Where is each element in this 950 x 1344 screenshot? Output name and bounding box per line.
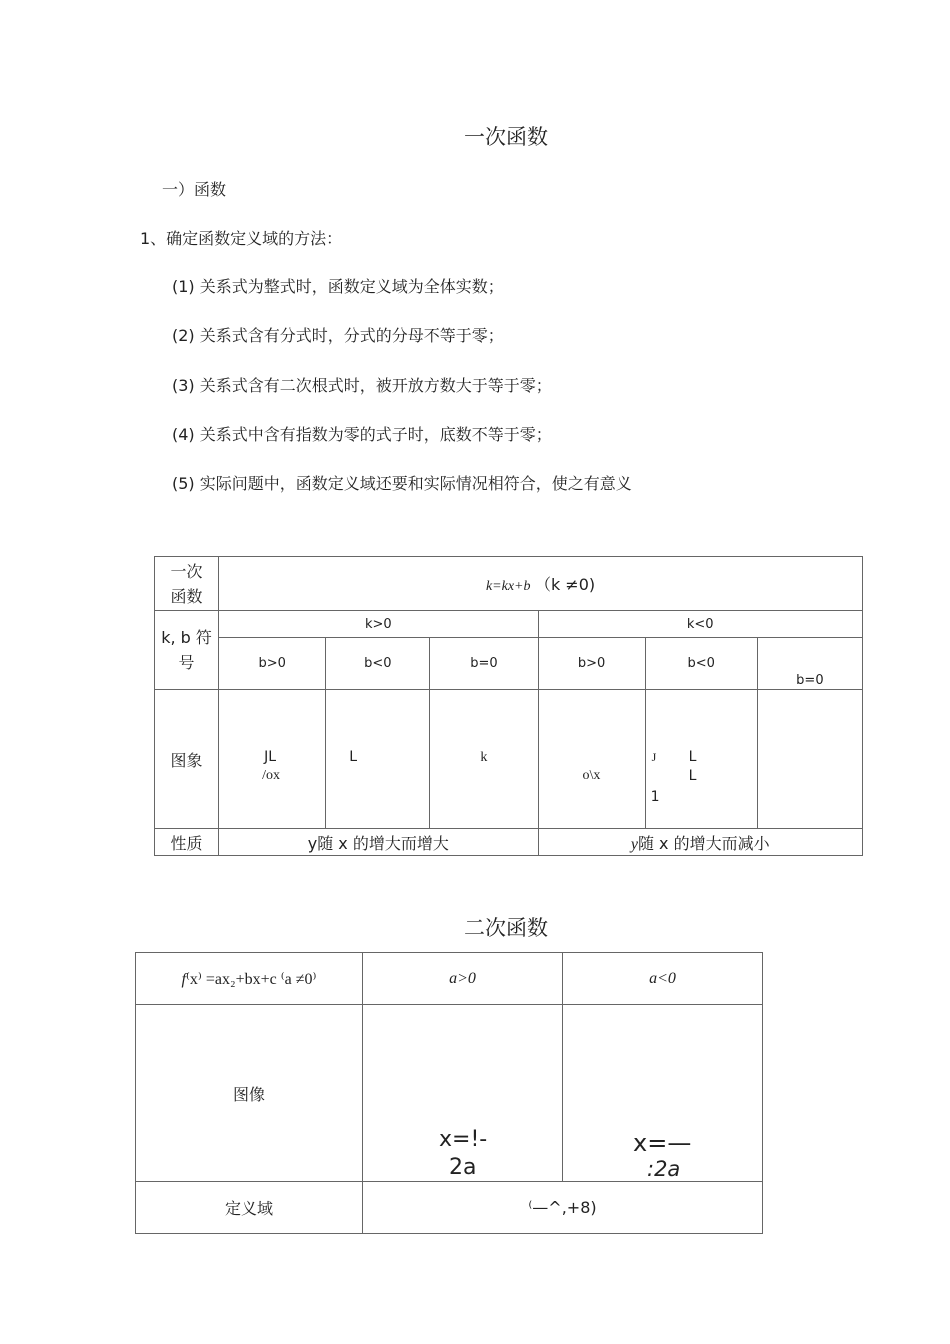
graph-label: J [651,750,657,764]
b-sign-cell: b>0 [538,638,645,690]
axis-of-symmetry-denominator: 2a [449,1155,477,1180]
linear-function-table [154,556,863,856]
b-sign-cell: b>0 [219,638,326,690]
graph-label: 1 [650,789,660,805]
row-head-graph: 图像 [136,1005,363,1182]
property-y-symbol: y [307,833,318,853]
axis-of-symmetry-denominator: :2a [647,1157,681,1181]
row-head-domain: 定义域 [136,1182,363,1234]
graph-cell-a-positive [363,1005,563,1182]
property-text: 随 x 的增大而减小 [637,833,770,853]
b-sign-cell: b<0 [645,638,757,690]
rule-item-3: (3) 关系式含有二次根式时，被开放方数大于等于零； [172,376,552,395]
graph-cell [326,690,430,829]
linear-formula-condition: （k ≠0) [534,575,596,594]
section-title-quadratic: 二次函数 [464,916,548,940]
quadratic-function-table [135,952,763,1234]
domain-value: ⁽—^,+8) [363,1182,763,1234]
row-head-linear: 一次 函数 [155,557,219,611]
graph-label: L [349,749,358,765]
rule-heading: 1、确定函数定义域的方法： [140,229,343,248]
axis-of-symmetry-label: x=— [633,1129,692,1157]
linear-formula: k=kx+b [485,579,531,594]
rule-item-4: (4) 关系式中含有指数为零的式子时，底数不等于零； [172,425,552,444]
graph-cell [538,690,645,829]
axis-of-symmetry-label: x=!- [439,1127,488,1152]
graph-label: L [688,768,697,784]
b-sign-cell: b<0 [326,638,430,690]
page-title: 一次函数 [464,125,548,149]
graph-label: k [480,750,488,765]
row-head-kb-sign: k, b 符 号 [155,611,219,690]
linear-formula-cell [219,557,863,611]
property-text: 随 x 的增大而增大 [317,833,449,853]
b-sign-cell: b=0 [430,638,538,690]
graph-cell [645,690,757,829]
graph-label: o\x [582,768,601,783]
function-symbol: f [181,970,186,988]
subheading: 一）函数 [162,180,227,199]
quadratic-formula: ⁽x⁾ =ax₂+bx+c ⁽a ≠0⁾ [186,970,317,988]
k-negative-header: k<0 [538,611,863,638]
graph-cell [219,690,326,829]
property-y-symbol: y [630,835,638,853]
property-increasing [219,829,538,856]
quadratic-formula-cell [136,953,363,1005]
rule-item-5: (5) 实际问题中，函数定义域还要和实际情况相符合，使之有意义 [172,474,632,493]
rule-item-2: (2) 关系式含有分式时，分式的分母不等于零； [172,326,504,345]
graph-cell [757,690,862,829]
row-head-property: 性质 [155,829,219,856]
b-sign-cell: b=0 [757,638,862,690]
a-positive-header: a>0 [363,953,563,1005]
a-negative-header: a<0 [563,953,763,1005]
property-decreasing [538,829,863,856]
k-positive-header: k>0 [219,611,538,638]
graph-label: /ox [262,768,280,783]
graph-cell-a-negative [563,1005,763,1182]
rule-item-1: (1) 关系式为整式时，函数定义域为全体实数； [172,277,504,296]
graph-label: JL [264,749,277,765]
row-head-graph: 图象 [155,690,219,829]
graph-cell [430,690,538,829]
graph-label: L [688,749,697,765]
